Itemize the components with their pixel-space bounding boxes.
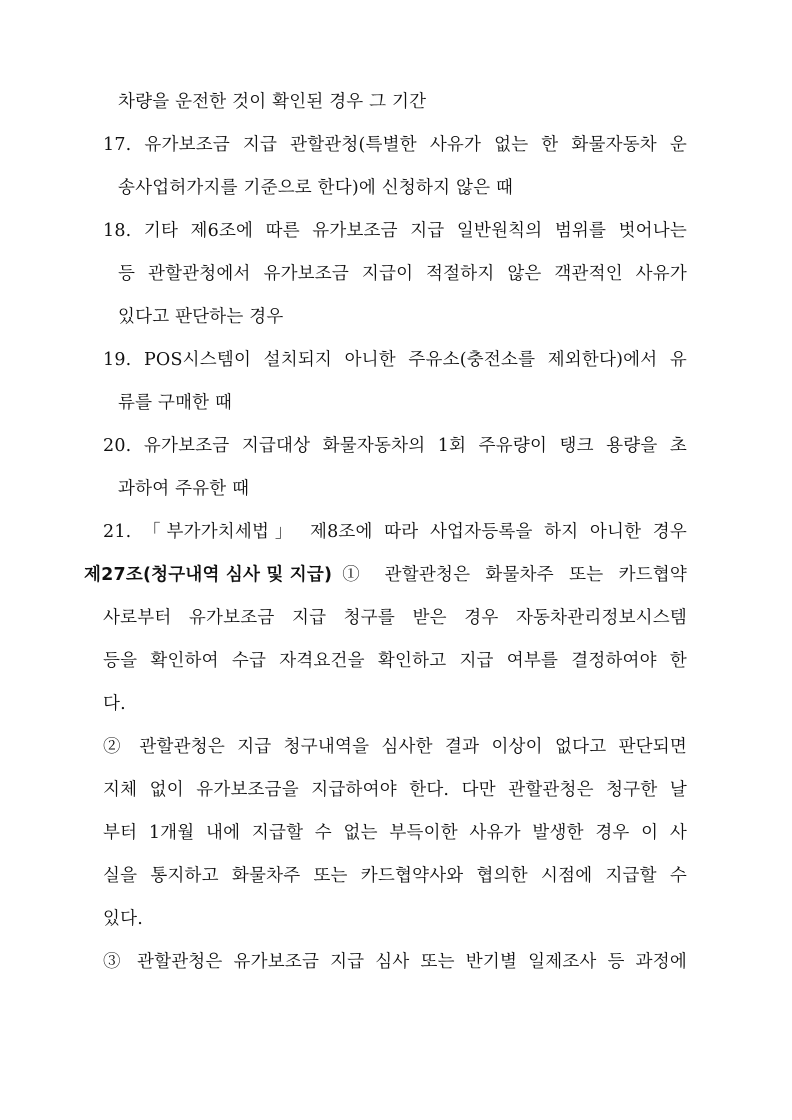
text-line: 부터 1개월 내에 지급할 수 없는 부득이한 사유가 발생한 경우 이 사: [103, 823, 687, 843]
text-line: 등을 확인하여 수급 자격요건을 확인하고 지급 여부를 결정하여야 한: [103, 651, 687, 671]
text-line: 있다.: [103, 909, 143, 929]
article-text: ① 관할관청은 화물차주 또는 카드협약: [342, 565, 687, 585]
text-line: 류를 구매한 때: [118, 393, 233, 413]
text-line: 등 관할관청에서 유가보조금 지급이 적절하지 않은 객관적인 사유가: [118, 264, 687, 284]
text-line: 실을 통지하고 화물차주 또는 카드협약사와 협의한 시점에 지급할 수: [103, 866, 687, 886]
text-line: 사로부터 유가보조금 지급 청구를 받은 경우 자동차관리정보시스템: [103, 608, 687, 628]
article-heading: 제27조(청구내역 심사 및 지급): [84, 565, 333, 585]
article-27-first-line: [84, 563, 687, 587]
text-line: 있다고 판단하는 경우: [118, 307, 284, 327]
text-line: 차량을 운전한 것이 확인된 경우 그 기간: [118, 92, 427, 112]
list-item-20: 20. 유가보조금 지급대상 화물자동차의 1회 주유량이 탱크 용량을 초: [103, 436, 687, 456]
paragraph-2: ② 관할관청은 지급 청구내역을 심사한 결과 이상이 없다고 판단되면: [103, 737, 687, 757]
list-item-17: 17. 유가보조금 지급 관할관청(특별한 사유가 없는 한 화물자동차 운: [103, 135, 687, 155]
list-item-19: 19. POS시스템이 설치되지 아니한 주유소(충전소를 제외한다)에서 유: [103, 350, 687, 370]
text-line: 송사업허가지를 기준으로 한다)에 신청하지 않은 때: [118, 178, 514, 198]
list-item-18: 18. 기타 제6조에 따른 유가보조금 지급 일반원칙의 범위를 벗어나는: [103, 221, 687, 241]
text-line: 다.: [103, 694, 126, 714]
list-item-21: 21. 「부가가치세법」 제8조에 따라 사업자등록을 하지 아니한 경우: [103, 522, 687, 542]
text-line: 과하여 주유한 때: [118, 479, 250, 499]
paragraph-3: ③ 관할관청은 유가보조금 지급 심사 또는 반기별 일제조사 등 과정에: [103, 952, 687, 972]
text-line: 지체 없이 유가보조금을 지급하여야 한다. 다만 관할관청은 청구한 날: [103, 780, 687, 800]
